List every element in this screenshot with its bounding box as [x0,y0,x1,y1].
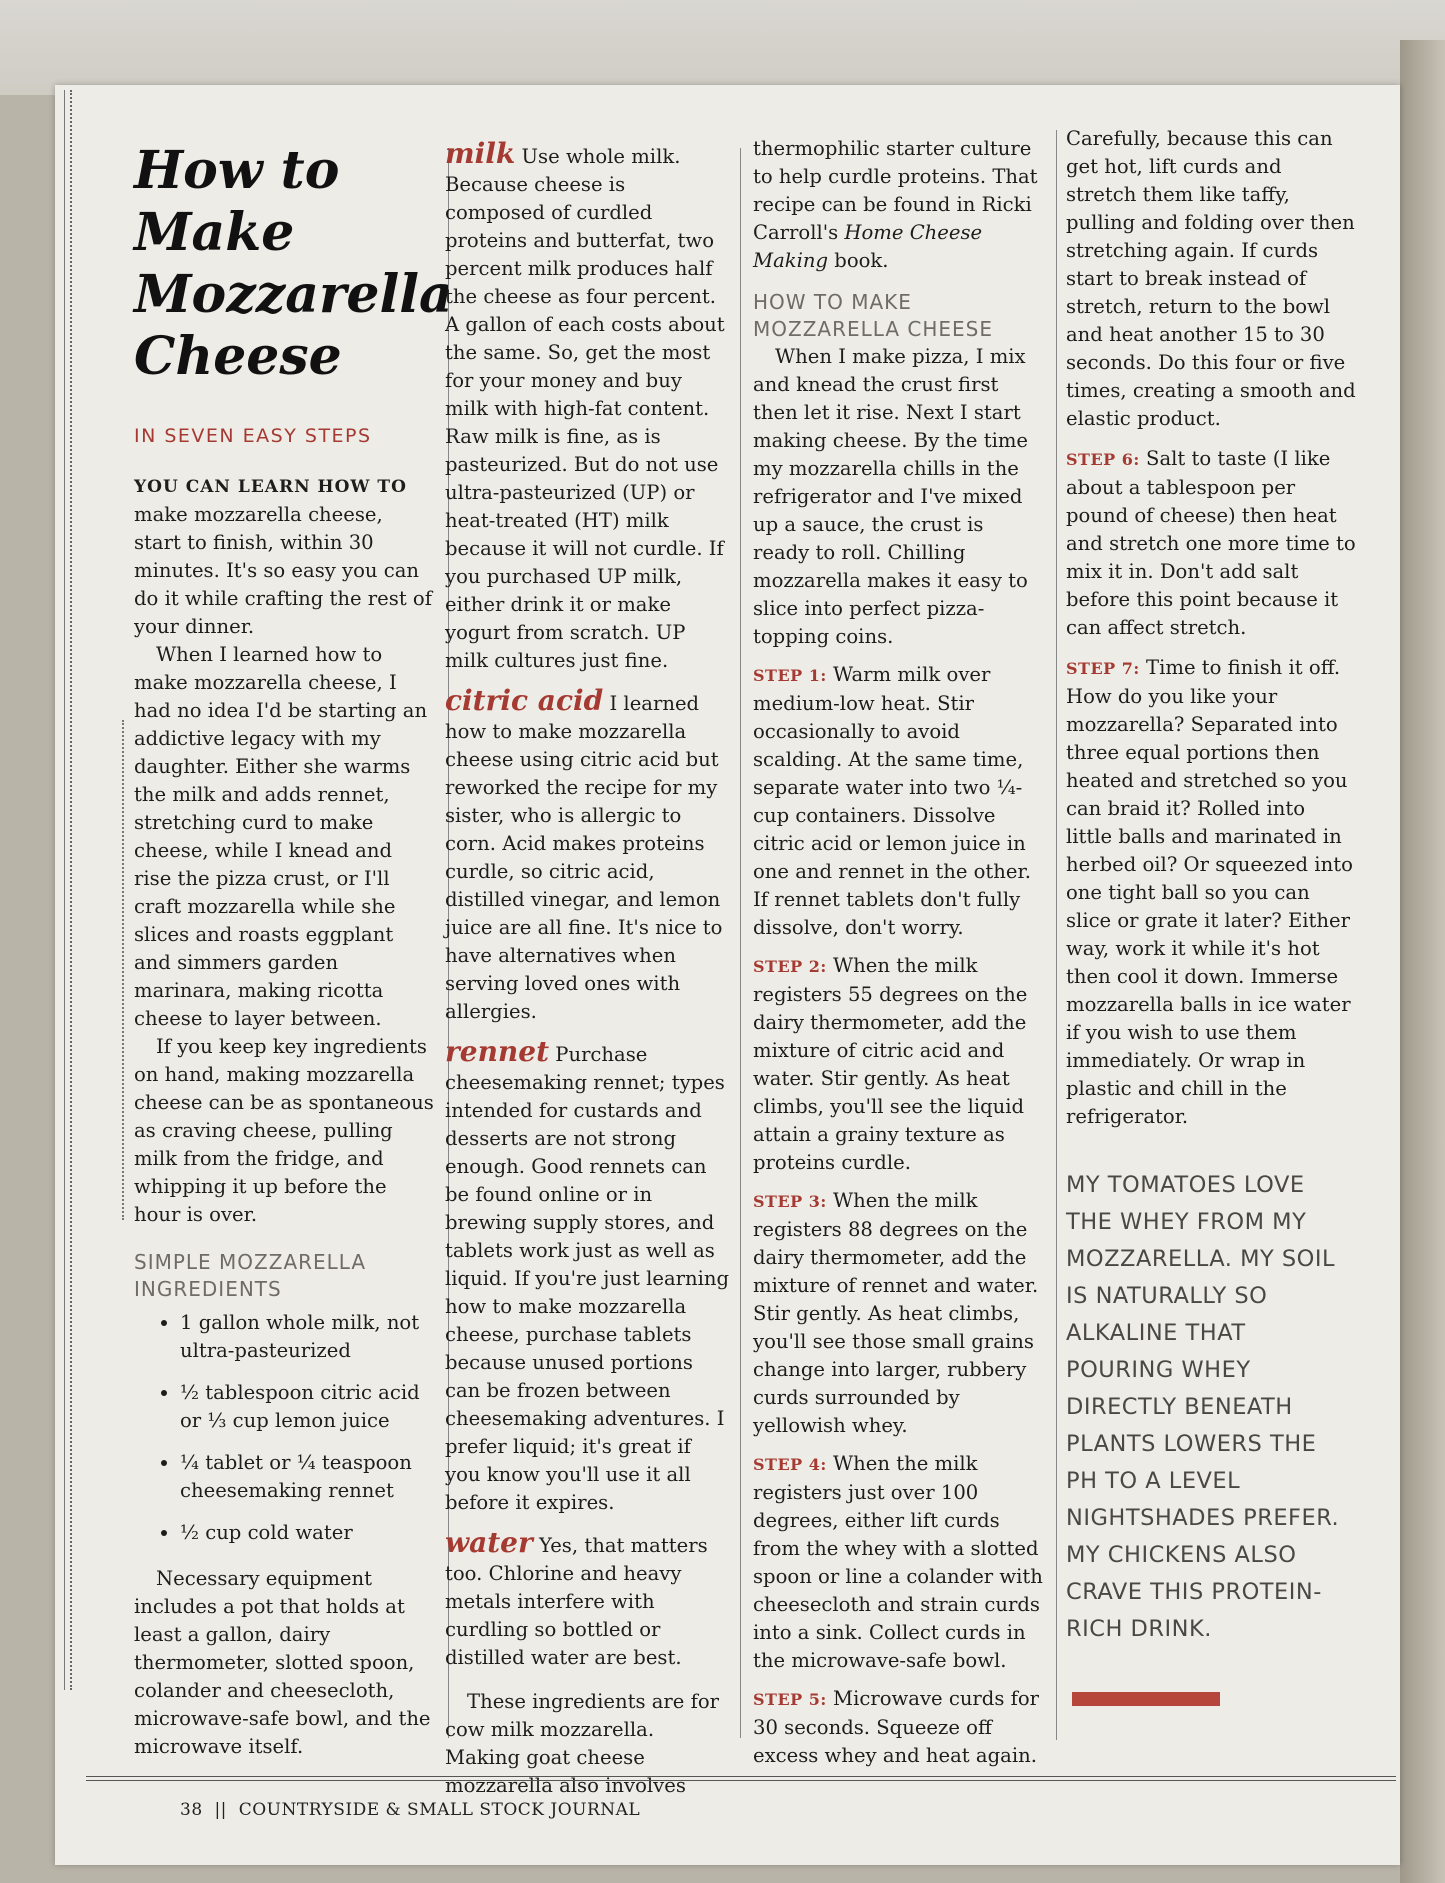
book-title: Home Cheese Making [753,221,983,272]
step-4-label: STEP 4: [753,1455,827,1474]
intro-paragraph: When I make pizza, I mix and knead the crust first then let it rise. Next I start making cheese. By the time my mozzarella chills in the refrigerator and I've mixed up a sauce, the crust is ready to roll. Chilling mozzarella makes it easy to slice into perfect pizza-topping coins. [753,345,1029,648]
step-6 [1066,445,1356,642]
continued-stretch: Carefully, because this can get hot, lift curds and stretch them like taffy, pulling and folding over then stretching again. If curds start to break instead of stretch, return to the bowl and heat another 15 to 30 seconds. Do this four or five times, creating a smooth and elastic product. [1066,127,1356,430]
column-1 [134,140,453,1761]
citric-text: I learned how to make mozzarella cheese using citric acid but reworked the recipe for my sister, who is allergic to corn. Acid makes proteins curdle, so citric acid, distilled vinegar, and lemon juice are all fine. It's nice to have alternatives when serving loved ones with allergies. [445,692,723,1023]
column-2 [445,137,730,1800]
lead-caps: YOU CAN LEARN HOW TO [134,477,407,497]
citric-label: citric acid [445,684,604,717]
step-6-text: Salt to taste (I like about a tablespoon per pound of cheese) then heat and stretch one more time to mix it in. Don't add salt before this point because it can affect stretch. [1066,447,1356,639]
step-5-label: STEP 5: [753,1690,827,1709]
paragraph-3: If you keep key ingredients on hand, making mozzarella cheese can be as spontaneous as craving cheese, pulling milk from the fridge, and whipping it up before the hour is over. [134,1035,434,1226]
equipment-paragraph: Necessary equipment includes a pot that holds at least a gallon, dairy thermometer, slotted spoon, colander and cheesecloth, microwave-safe bowl, and the microwave itself. [134,1567,431,1758]
list-item: • ¼ tablet or ¼ teaspoon cheesemaking rennet [180,1449,434,1505]
column-3 [753,135,1043,1770]
water-section [445,1526,730,1672]
pullquote-accent-bar [1072,1692,1220,1706]
footer-separator: || [214,1800,227,1820]
title-line-3: Mozzarella [134,264,453,325]
step-3 [753,1187,1043,1440]
title-line-1: How to [134,140,340,201]
step-1-label: STEP 1: [753,666,827,685]
step-5 [753,1685,1043,1770]
howto-heading: HOW TO MAKE MOZZARELLA CHEESE [753,290,994,341]
title-line-4: Cheese [134,326,342,387]
step-4 [753,1450,1043,1675]
step-2 [753,952,1043,1177]
step-6-label: STEP 6: [1066,450,1140,469]
title-line-2: Make [134,202,295,263]
step-3-label: STEP 3: [753,1192,827,1211]
pull-quote: MY TOMATOES LOVE THE WHEY FROM MY MOZZARELLA. MY SOIL IS NATURALLY SO ALKALINE THAT POURING WHEY DIRECTLY BENEATH PLANTS LOWERS THE PH TO A LEVEL NIGHTSHADES PREFER. MY CHICKENS ALSO CRAVE THIS PROTEIN-RICH DRINK. [1066,1172,1340,1642]
column-4 [1066,125,1356,1648]
rennet-text: Purchase cheesemaking rennet; types intended for custards and desserts are not strong enough. Good rennets can be found online or in brewing supply stores, and tablets work just as well as liquid. If you're just learning how to make mozzarella cheese, purchase tablets because unused portions can be frozen between cheesemaking adventures. I prefer liquid; it's great if you know you'll use it all before it expires. [445,1043,730,1514]
step-2-text: When the milk registers 55 degrees on the dairy thermometer, add the mixture of citric acid and water. Stir gently. As heat climbs, you'll see the liquid attain a grainy texture as proteins curdle. [753,954,1028,1174]
page-number: 38 [180,1800,203,1820]
continued-text: thermophilic starter culture to help curdle proteins. That recipe can be found in Ricki Carroll's [753,137,1038,244]
binding-dots [70,90,72,1690]
continued-text-end: book. [828,249,889,272]
step-7-label: STEP 7: [1066,659,1140,678]
step-5-text: Microwave curds for 30 seconds. Squeeze off excess whey and heat again. [753,1687,1040,1767]
continued-paragraph [753,135,1043,275]
closing-paragraph: These ingredients are for cow milk mozzarella. Making goat cheese mozzarella also involves [445,1690,720,1797]
water-text: Yes, that matters too. Chlorine and heavy metals interfere with curdling so bottled or distilled water are best. [445,1534,708,1669]
step-3-text: When the milk registers 88 degrees on the dairy thermometer, add the mixture of rennet and water. Stir gently. As heat climbs, you'll see those small grains change into larger, rubbery curds surrounded by yellowish whey. [753,1189,1039,1437]
ingredients-heading: SIMPLE MOZZARELLA INGREDIENTS [134,1250,367,1301]
footer-rule [86,1776,1396,1781]
page-footer [180,1800,640,1820]
list-item: • ½ tablespoon citric acid or ⅓ cup lemon juice [180,1379,434,1435]
page-edge [1400,40,1445,1883]
rennet-section [445,1035,730,1517]
step-4-text: When the milk registers just over 100 degrees, either lift curds from the whey with a slotted spoon or line a colander with cheesecloth and strain curds into a sink. Collect curds in the microwave-safe bowl. [753,1452,1043,1672]
paragraph-2: When I learned how to make mozzarella cheese, I had no idea I'd be starting an addictive legacy with my daughter. Either she warms the milk and adds rennet, stretching curd to make cheese, while I knead and rise the pizza crust, or I'll craft mozzarella while she slices and roasts eggplant and simmers garden marinara, making ricotta cheese to layer between. [134,643,428,1030]
step-1 [753,661,1043,942]
article-title [134,140,453,388]
milk-section [445,137,730,675]
list-item: • ½ cup cold water [180,1519,434,1547]
milk-label: milk [445,137,516,170]
step-1-text: Warm milk over medium-low heat. Stir occasionally to avoid scalding. At the same time, separate water into two ¼-cup containers. Dissolve citric acid or lemon juice in one and rennet in the other. If rennet tablets don't fully dissolve, don't worry. [753,663,1031,939]
list-item: • 1 gallon whole milk, not ultra-pasteurized [180,1309,434,1365]
publication-name: COUNTRYSIDE & SMALL STOCK JOURNAL [238,1800,641,1820]
rennet-label: rennet [445,1035,550,1068]
binding-line [64,90,65,1690]
background-top [0,0,1445,95]
dotted-rule [122,720,124,1220]
step-7 [1066,654,1356,1131]
article-subtitle: IN SEVEN EASY STEPS [134,425,372,447]
step-7-text: Time to finish it off. How do you like your mozzarella? Separated into three equal portions then heated and stretched so you can braid it? Rolled into little balls and marinated in herbed oil? Or squeezed into one tight ball so you can slice or grate it later? Either way, work it while it's hot then cool it down. Immerse mozzarella balls in ice water if you wish to use them immediately. Or wrap in plastic and chill in the refrigerator. [1066,656,1353,1128]
column-rule-3 [1056,130,1057,1740]
lead-paragraph [134,472,434,641]
milk-text: Use whole milk. Because cheese is composed of curdled proteins and butterfat, two percent milk produces half the cheese as four percent. A gallon of each costs about the same. So, get the most for your money and buy milk with high-fat content. Raw milk is fine, as is pasteurized. But do not use ultra-pasteurized (UP) or heat-treated (HT) milk because it will not curdle. If you purchased UP milk, either drink it or make yogurt from scratch. UP milk cultures just fine. [445,145,725,672]
lead-text: make mozzarella cheese, start to finish, within 30 minutes. It's so easy you can do it while crafting the rest of your dinner. [134,503,432,638]
step-2-label: STEP 2: [753,957,827,976]
column-rule-2 [740,148,741,1738]
ingredients-list [134,1309,434,1547]
citric-section [445,684,730,1026]
water-label: water [445,1526,533,1559]
